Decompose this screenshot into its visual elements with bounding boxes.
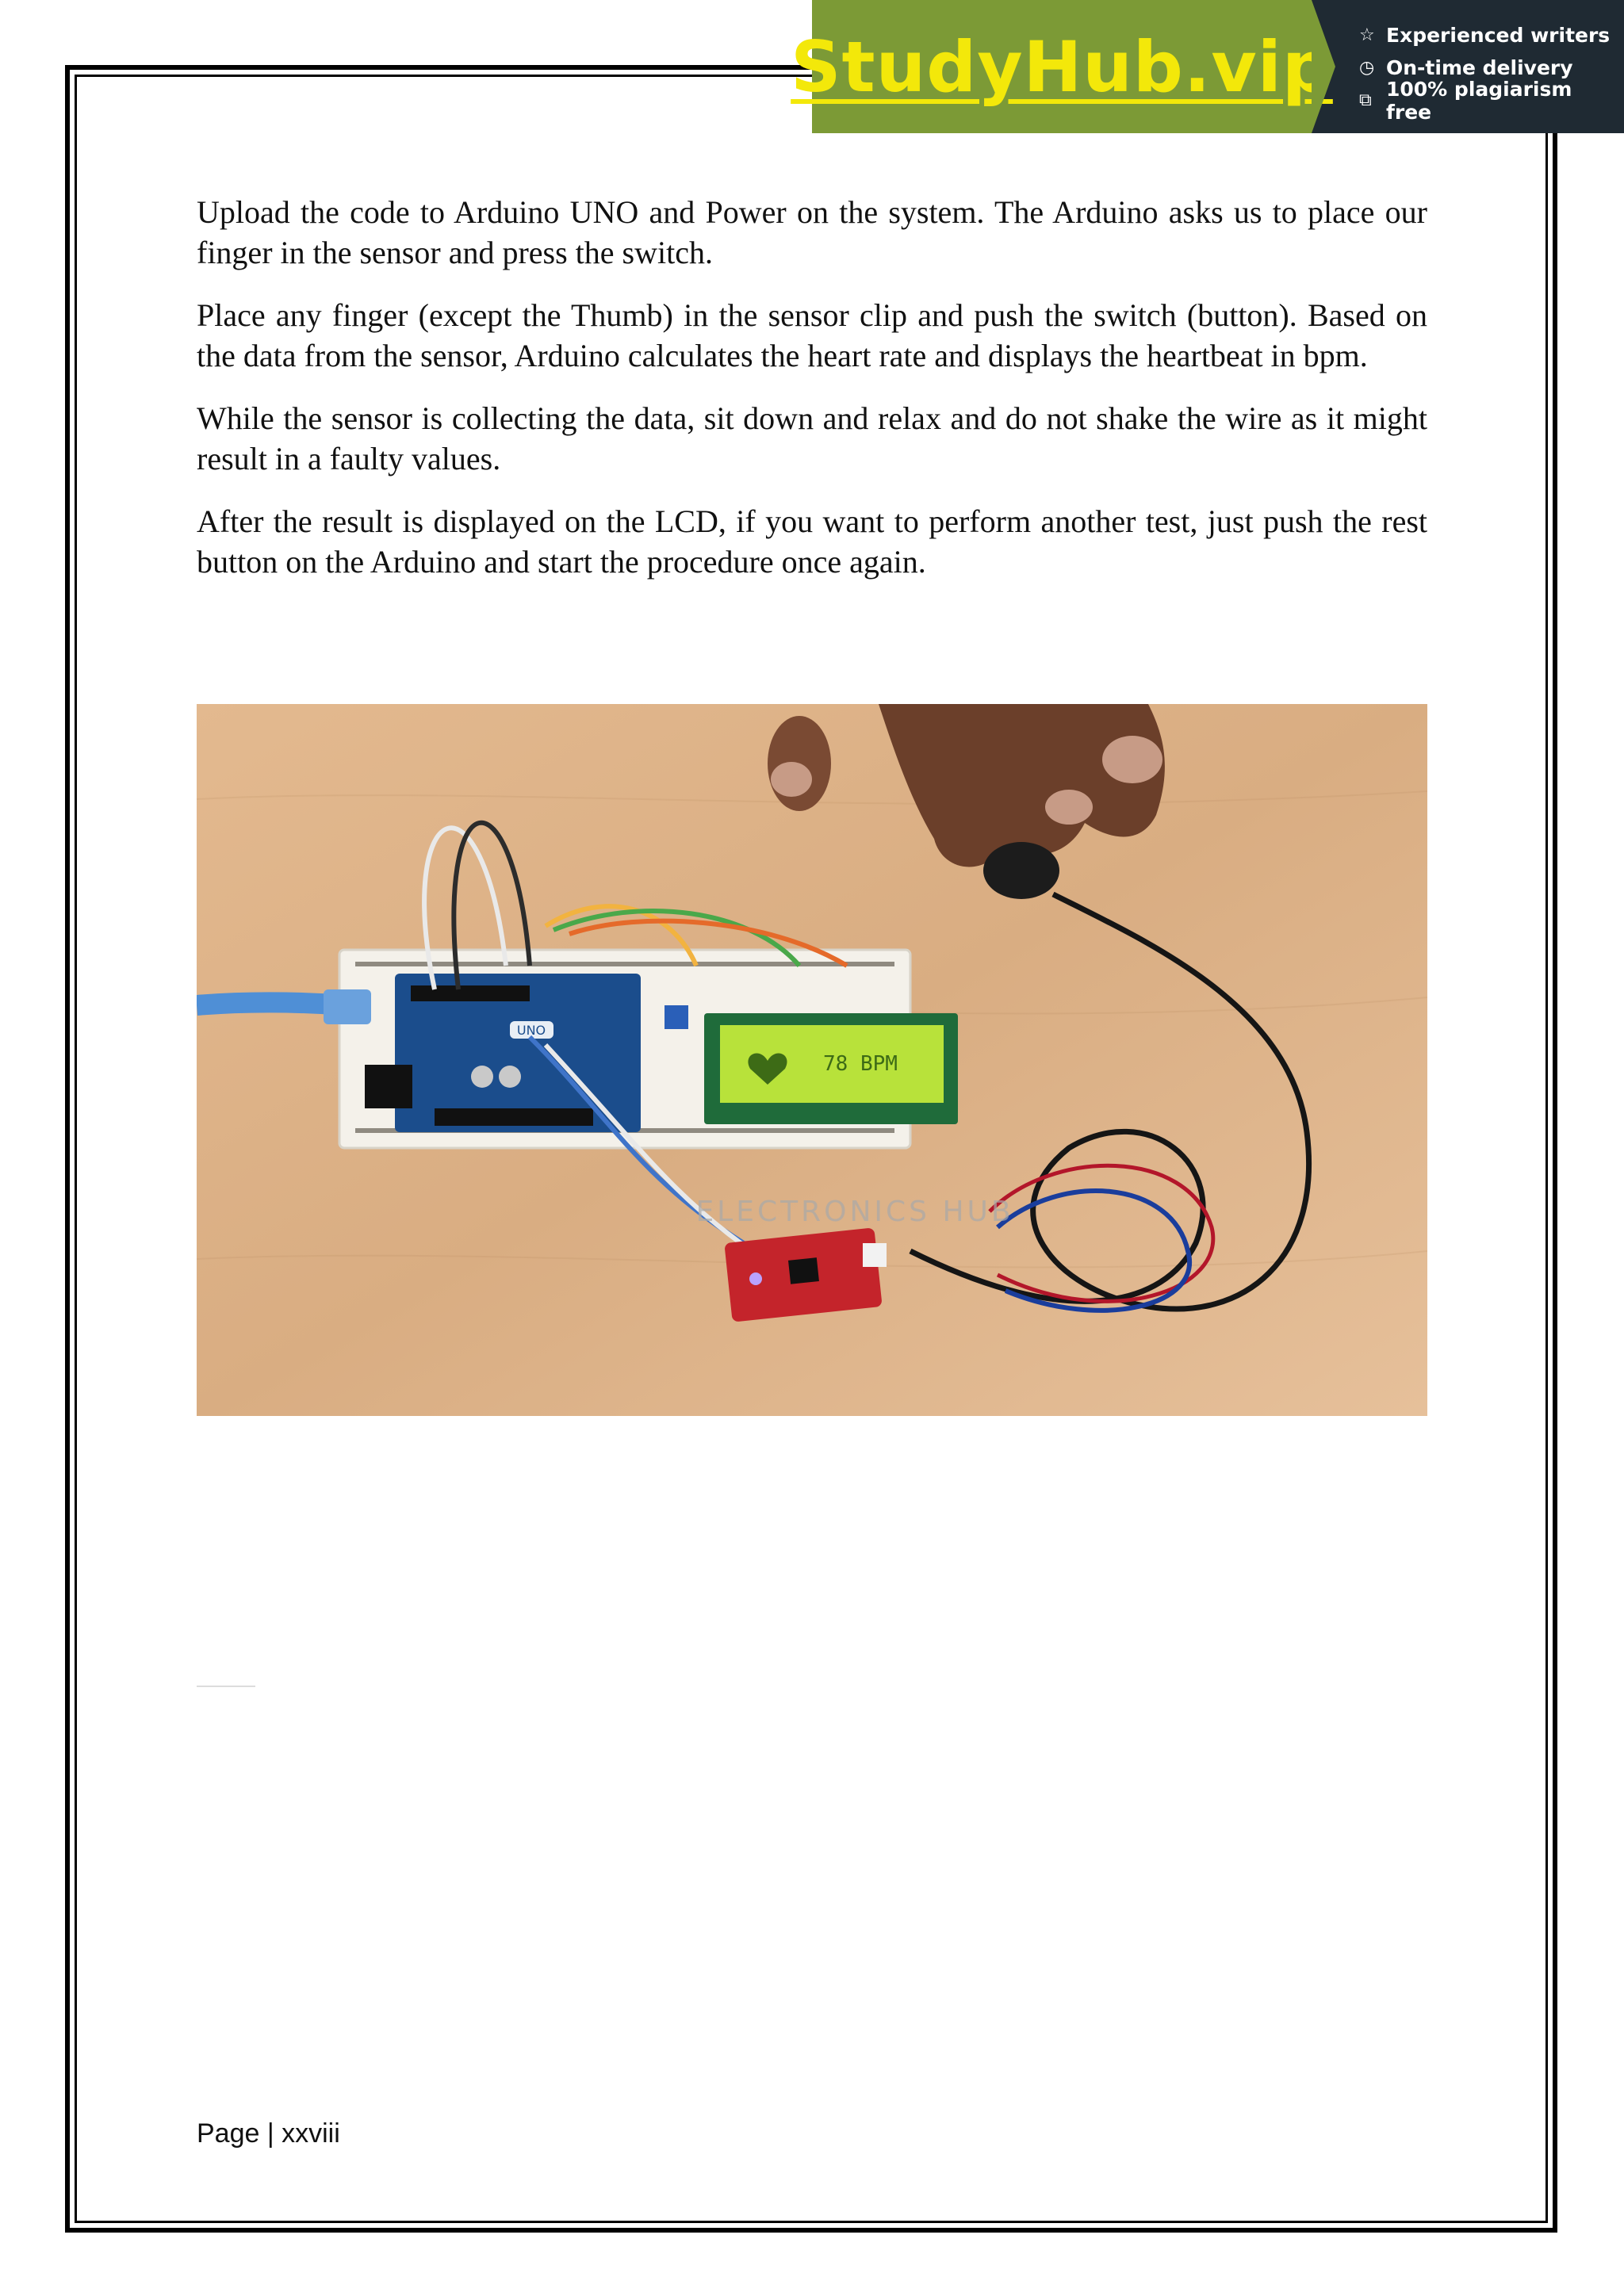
copy-icon: ⧉ [1359,90,1372,110]
banner-arrow-shape [1312,0,1335,133]
star-icon: ☆ [1359,25,1375,45]
logo-text: StudyHub.vip [791,25,1333,108]
paragraph-upload: Upload the code to Arduino UNO and Power on the system. The Arduino asks us to place our finger in the sensor and press the switch. [197,194,1427,270]
board-label: UNO [516,1023,546,1038]
paragraph-after-result: After the result is displayed on the LCD, if you want to perform another test, just push the rest button on the Arduino and start the procedure once again. [197,503,1427,580]
body-text [197,192,1427,604]
feature-experienced-writers [1359,19,1624,52]
watermark: ELECTRONICS HUB [695,1196,1014,1228]
feature-label: Experienced writers [1386,24,1611,47]
studyhub-logo[interactable] [791,0,1333,133]
feature-plagiarism-free [1359,77,1624,124]
lcd-display [704,1013,958,1124]
footnote-separator [197,1686,255,1687]
feature-label: On-time delivery [1386,56,1573,79]
pulse-sensor-module [724,1227,887,1322]
lcd-text: 78 BPM [823,1052,898,1076]
feature-label: 100% plagiarism free [1385,77,1572,124]
arduino-heart-rate-photo [197,704,1427,1416]
finger-clip-sensor [983,842,1059,899]
paragraph-collecting: While the sensor is collecting the data, sit down and relax and do not shake the wire as it might result in a faulty values. [197,400,1427,476]
clock-icon: ◷ [1359,58,1375,78]
paragraph-place-finger: Place any finger (except the Thumb) in the sensor clip and push the switch (button). Based on the data from the sensor, Arduino calculates the heart rate and displays the heartbeat in bpm. [197,297,1427,373]
potentiometer [665,1005,688,1029]
banner-features [1312,0,1624,133]
page-number: Page | xxviii [197,2118,340,2149]
arduino-uno-board [365,974,641,1132]
studyhub-banner[interactable] [791,0,1624,133]
